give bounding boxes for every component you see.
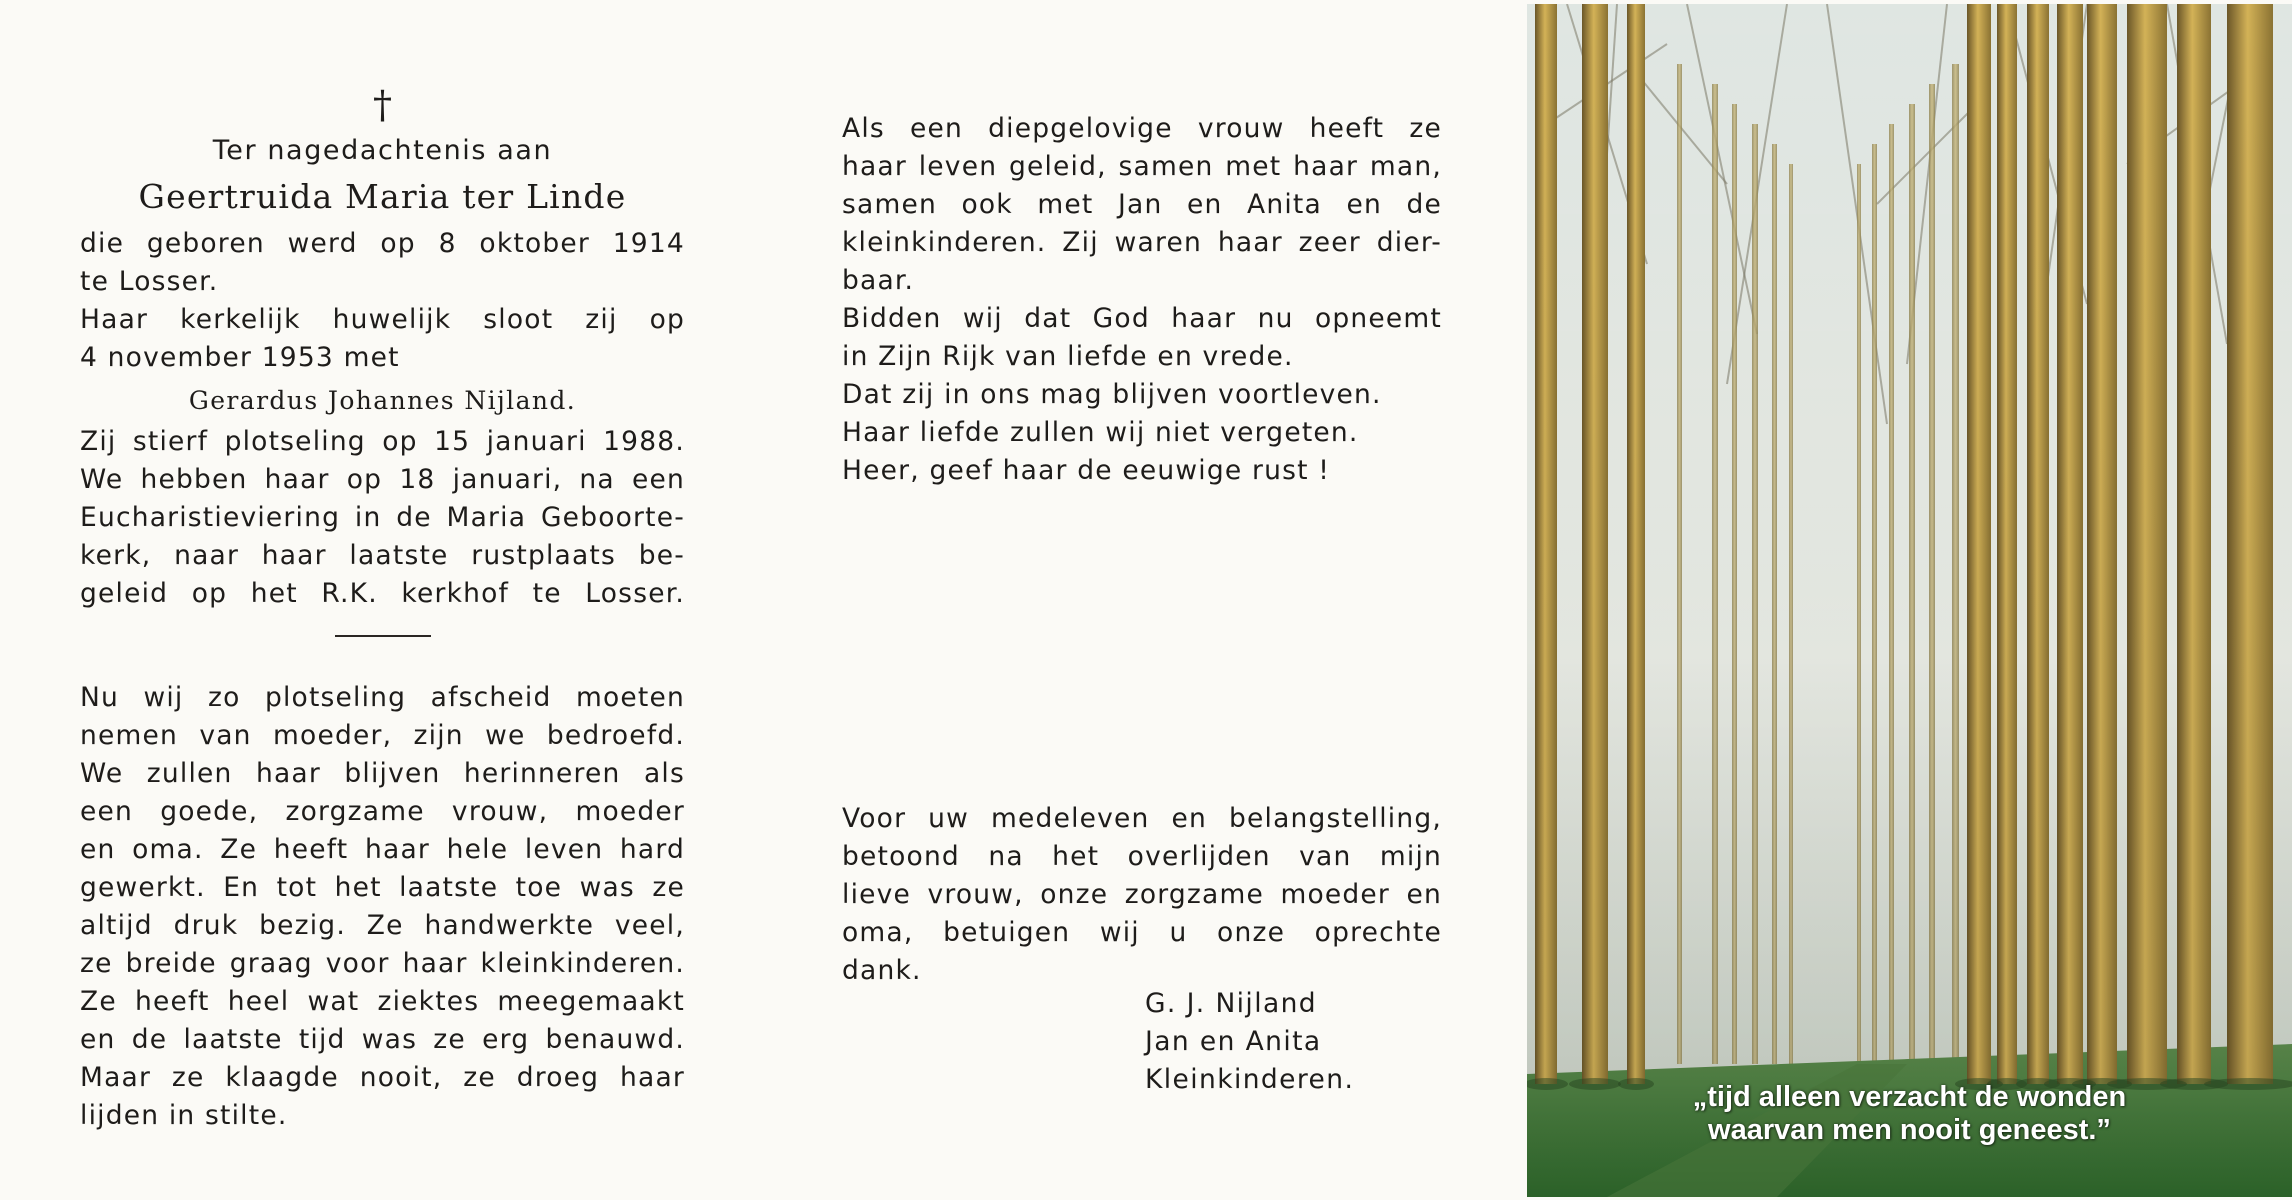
text-line: in Zijn Rijk van liefde en vrede. bbox=[842, 341, 1294, 372]
text-line: gewerkt. En tot het laatste toe was ze bbox=[80, 872, 685, 903]
divider bbox=[335, 635, 431, 637]
bio-line: te Losser. bbox=[80, 266, 219, 297]
tree-avenue-photo bbox=[1527, 4, 2292, 1197]
intro-line: Ter nagedachtenis aan bbox=[212, 135, 553, 166]
text-line: lijden in stilte. bbox=[80, 1100, 288, 1131]
signature-line: Kleinkinderen. bbox=[1145, 1064, 1355, 1095]
text-line: Maar ze klaagde nooit, ze droeg haar bbox=[80, 1062, 685, 1093]
quote-line: „tijd alleen verzacht de wonden bbox=[1692, 1081, 2127, 1113]
thanks-line: dank. bbox=[842, 955, 922, 986]
text-line: Ze heeft heel wat ziektes meegemaakt bbox=[80, 986, 685, 1017]
signature-block bbox=[1145, 985, 1445, 1099]
text-line: Dat zij in ons mag blijven voortleven. bbox=[842, 379, 1382, 410]
text-line: Haar liefde zullen wij niet vergeten. bbox=[842, 417, 1359, 448]
spouse-name: Gerardus Johannes Nijland. bbox=[188, 386, 577, 415]
text-line: haar leven geleid, samen met haar man, bbox=[842, 151, 1442, 182]
bio-line: We hebben haar op 18 januari, na een bbox=[80, 464, 685, 495]
left-panel bbox=[80, 85, 685, 1135]
text-line: Als een diepgelovige vrouw heeft ze bbox=[842, 113, 1442, 144]
thanks-line: betoond na het overlijden van mijn bbox=[842, 841, 1442, 872]
text-line: een goede, zorgzame vrouw, moeder bbox=[80, 796, 685, 827]
thanks-line: Voor uw medeleven en belangstelling, bbox=[842, 803, 1442, 834]
bio-line: Zij stierf plotseling op 15 januari 1988. bbox=[80, 426, 685, 457]
text-line: samen ook met Jan en Anita en de bbox=[842, 189, 1442, 220]
middle-panel bbox=[842, 110, 1442, 490]
text-line: altijd druk bezig. Ze handwerkte veel, bbox=[80, 910, 685, 941]
text-line: en de laatste tijd was ze erg benauwd. bbox=[80, 1024, 685, 1055]
bio-line: geleid op het R.K. kerkhof te Losser. bbox=[80, 578, 685, 609]
vignette bbox=[1527, 4, 2292, 1197]
bio-line: kerk, naar haar laatste rustplaats be- bbox=[80, 540, 685, 571]
quote-line: waarvan men nooit geneest.” bbox=[1708, 1114, 2111, 1146]
photo-illustration bbox=[1527, 4, 2292, 1197]
bio-line: Eucharistieviering in de Maria Geboorte- bbox=[80, 502, 685, 533]
bio-line: Haar kerkelijk huwelijk sloot zij op bbox=[80, 304, 685, 335]
text-line: baar. bbox=[842, 265, 915, 296]
text-line: en oma. Ze heeft haar hele leven hard bbox=[80, 834, 685, 865]
signature-line: Jan en Anita bbox=[1145, 1026, 1322, 1057]
quote-caption bbox=[1527, 1081, 2292, 1147]
thanks-paragraph bbox=[842, 800, 1442, 990]
text-line: ze breide graag voor haar kleinkinderen. bbox=[80, 948, 685, 979]
cross-icon: † bbox=[373, 83, 392, 127]
text-line: nemen van moeder, zijn we bedroefd. bbox=[80, 720, 685, 751]
signature-line: G. J. Nijland bbox=[1145, 988, 1318, 1019]
bio-line: die geboren werd op 8 oktober 1914 bbox=[80, 228, 685, 259]
text-line: We zullen haar blijven herinneren als bbox=[80, 758, 685, 789]
thanks-line: lieve vrouw, onze zorgzame moeder en bbox=[842, 879, 1442, 910]
text-line: kleinkinderen. Zij waren haar zeer dier- bbox=[842, 227, 1442, 258]
deceased-name: Geertruida Maria ter Linde bbox=[138, 177, 627, 216]
text-line: Bidden wij dat God haar nu opneemt bbox=[842, 303, 1442, 334]
text-line: Heer, geef haar de eeuwige rust ! bbox=[842, 455, 1331, 486]
bio-line: 4 november 1953 met bbox=[80, 342, 400, 373]
text-line: Nu wij zo plotseling afscheid moeten bbox=[80, 682, 685, 713]
thanks-line: oma, betuigen wij u onze oprechte bbox=[842, 917, 1442, 948]
